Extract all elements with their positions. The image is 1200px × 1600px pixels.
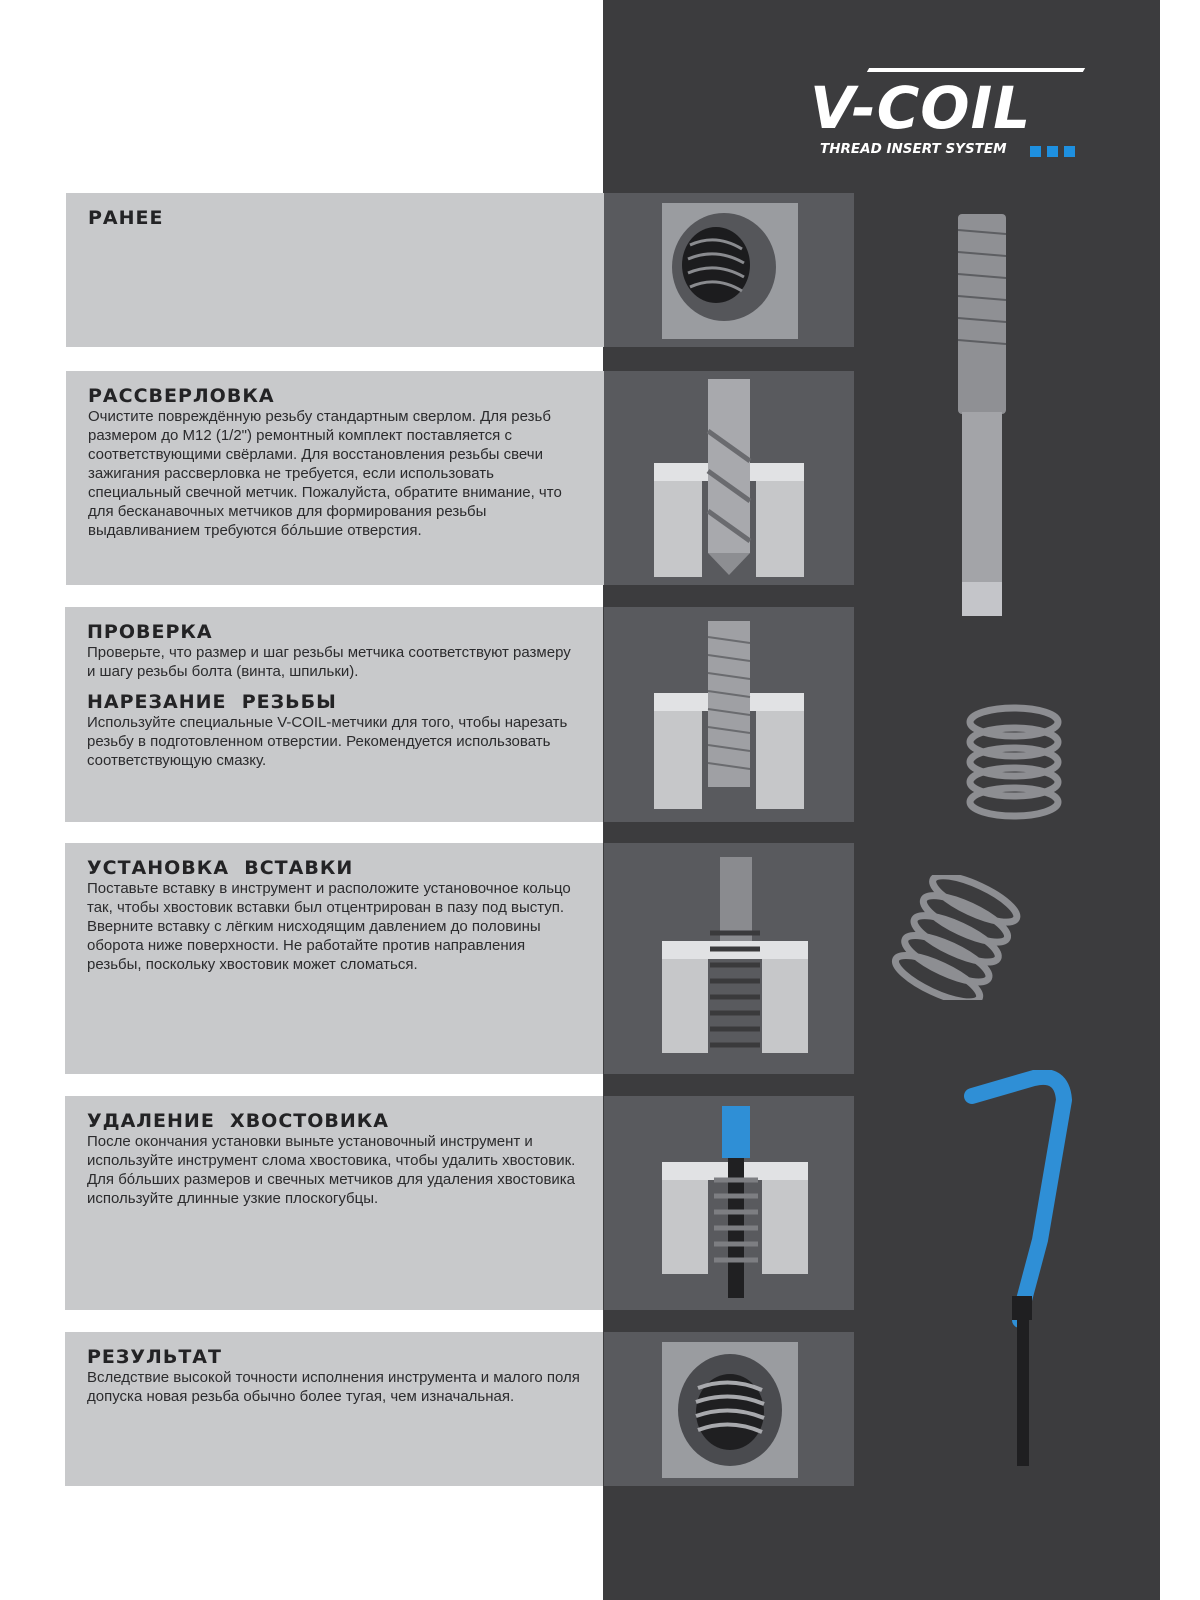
step-heading: УДАЛЕНИЕ ХВОСТОВИКА	[87, 1110, 390, 1132]
step-text-tapping: Используйте специальные V-COIL-метчики для того, чтобы нарезать резьбу в подготовленном отверстии. Рекомендуется использовать соответствующую смазку.	[87, 714, 568, 769]
step-panel-check-tapping	[65, 607, 603, 822]
step-heading: РЕЗУЛЬТАТ	[87, 1346, 222, 1368]
coil-insert-tilted-image	[890, 875, 1025, 1000]
insert-install-cutaway-illustration	[604, 843, 854, 1074]
logo-blue-squares	[1030, 144, 1081, 162]
repaired-thread-photo	[604, 1332, 854, 1486]
step-text: Очистите повреждённую резьбу стандартным сверлом. Для резьб размером до М12 (1/2") ремонтный комплект поставляется с соответствующими свёрлами. Для восстановления резьбы свечи зажигания рассверловка не требуется, если использовать специальный свечной метчик. Пожалуйста, обратите внимание, что для бесканавочных метчиков для формирования резьбы выдавливанием требуются бóльшие отверстия.	[88, 408, 562, 539]
tang-removal-cutaway-illustration	[604, 1096, 854, 1310]
step-panel-result	[65, 1332, 603, 1486]
step-text: Поставьте вставку в инструмент и расположите установочное кольцо так, чтобы хвостовик вставки был отцентрирован в пазу под выступ. Вверните вставку с лёгким нисходящим давлением до половины оборота ниже поверхности. Не работайте против направления резьбы, поскольку хвостовик может сломаться.	[87, 880, 571, 973]
step-panel-insert-install	[65, 843, 603, 1074]
step-text: После окончания установки выньте установочный инструмент и используйте инструмент слома хвостовика, чтобы удалить хвостовик. Для бóльших размеров и свечных метчиков для удаления хвостовика используйте длинные узкие плоскогубцы.	[87, 1133, 576, 1207]
step-heading: РАНЕЕ	[88, 207, 164, 229]
step-heading: РАССВЕРЛОВКА	[88, 385, 275, 407]
step-heading: УСТАНОВКА ВСТАВКИ	[87, 857, 354, 879]
logo-subtitle: THREAD INSERT SYSTEM	[820, 141, 1007, 157]
step-panel-drilling	[66, 371, 604, 585]
drill-cutaway-illustration	[604, 371, 854, 585]
step-heading: ПРОВЕРКА	[87, 621, 213, 643]
step-text: Вследствие высокой точности исполнения инструмента и малого поля допуска новая резьба обычно более тугая, чем изначальная.	[87, 1369, 580, 1405]
step-text: Проверьте, что размер и шаг резьбы метчика соответствуют размеру и шагу резьбы болта (винта, шпильки).	[87, 644, 571, 680]
tap-cutaway-illustration	[604, 607, 854, 822]
logo-title: V-COIL	[810, 74, 1032, 142]
coil-insert-image	[964, 702, 1064, 820]
step-panel-tang-removal	[65, 1096, 603, 1310]
damaged-thread-photo	[604, 193, 854, 347]
v-coil-logo	[808, 66, 1088, 166]
tap-tool-image	[952, 212, 1012, 622]
step-heading-tapping: НАРЕЗАНИЕ РЕЗЬБЫ	[87, 691, 337, 713]
tang-break-tool-image	[962, 1070, 1092, 1470]
logo-top-stripe	[867, 68, 1085, 72]
step-panel-before	[66, 193, 604, 347]
